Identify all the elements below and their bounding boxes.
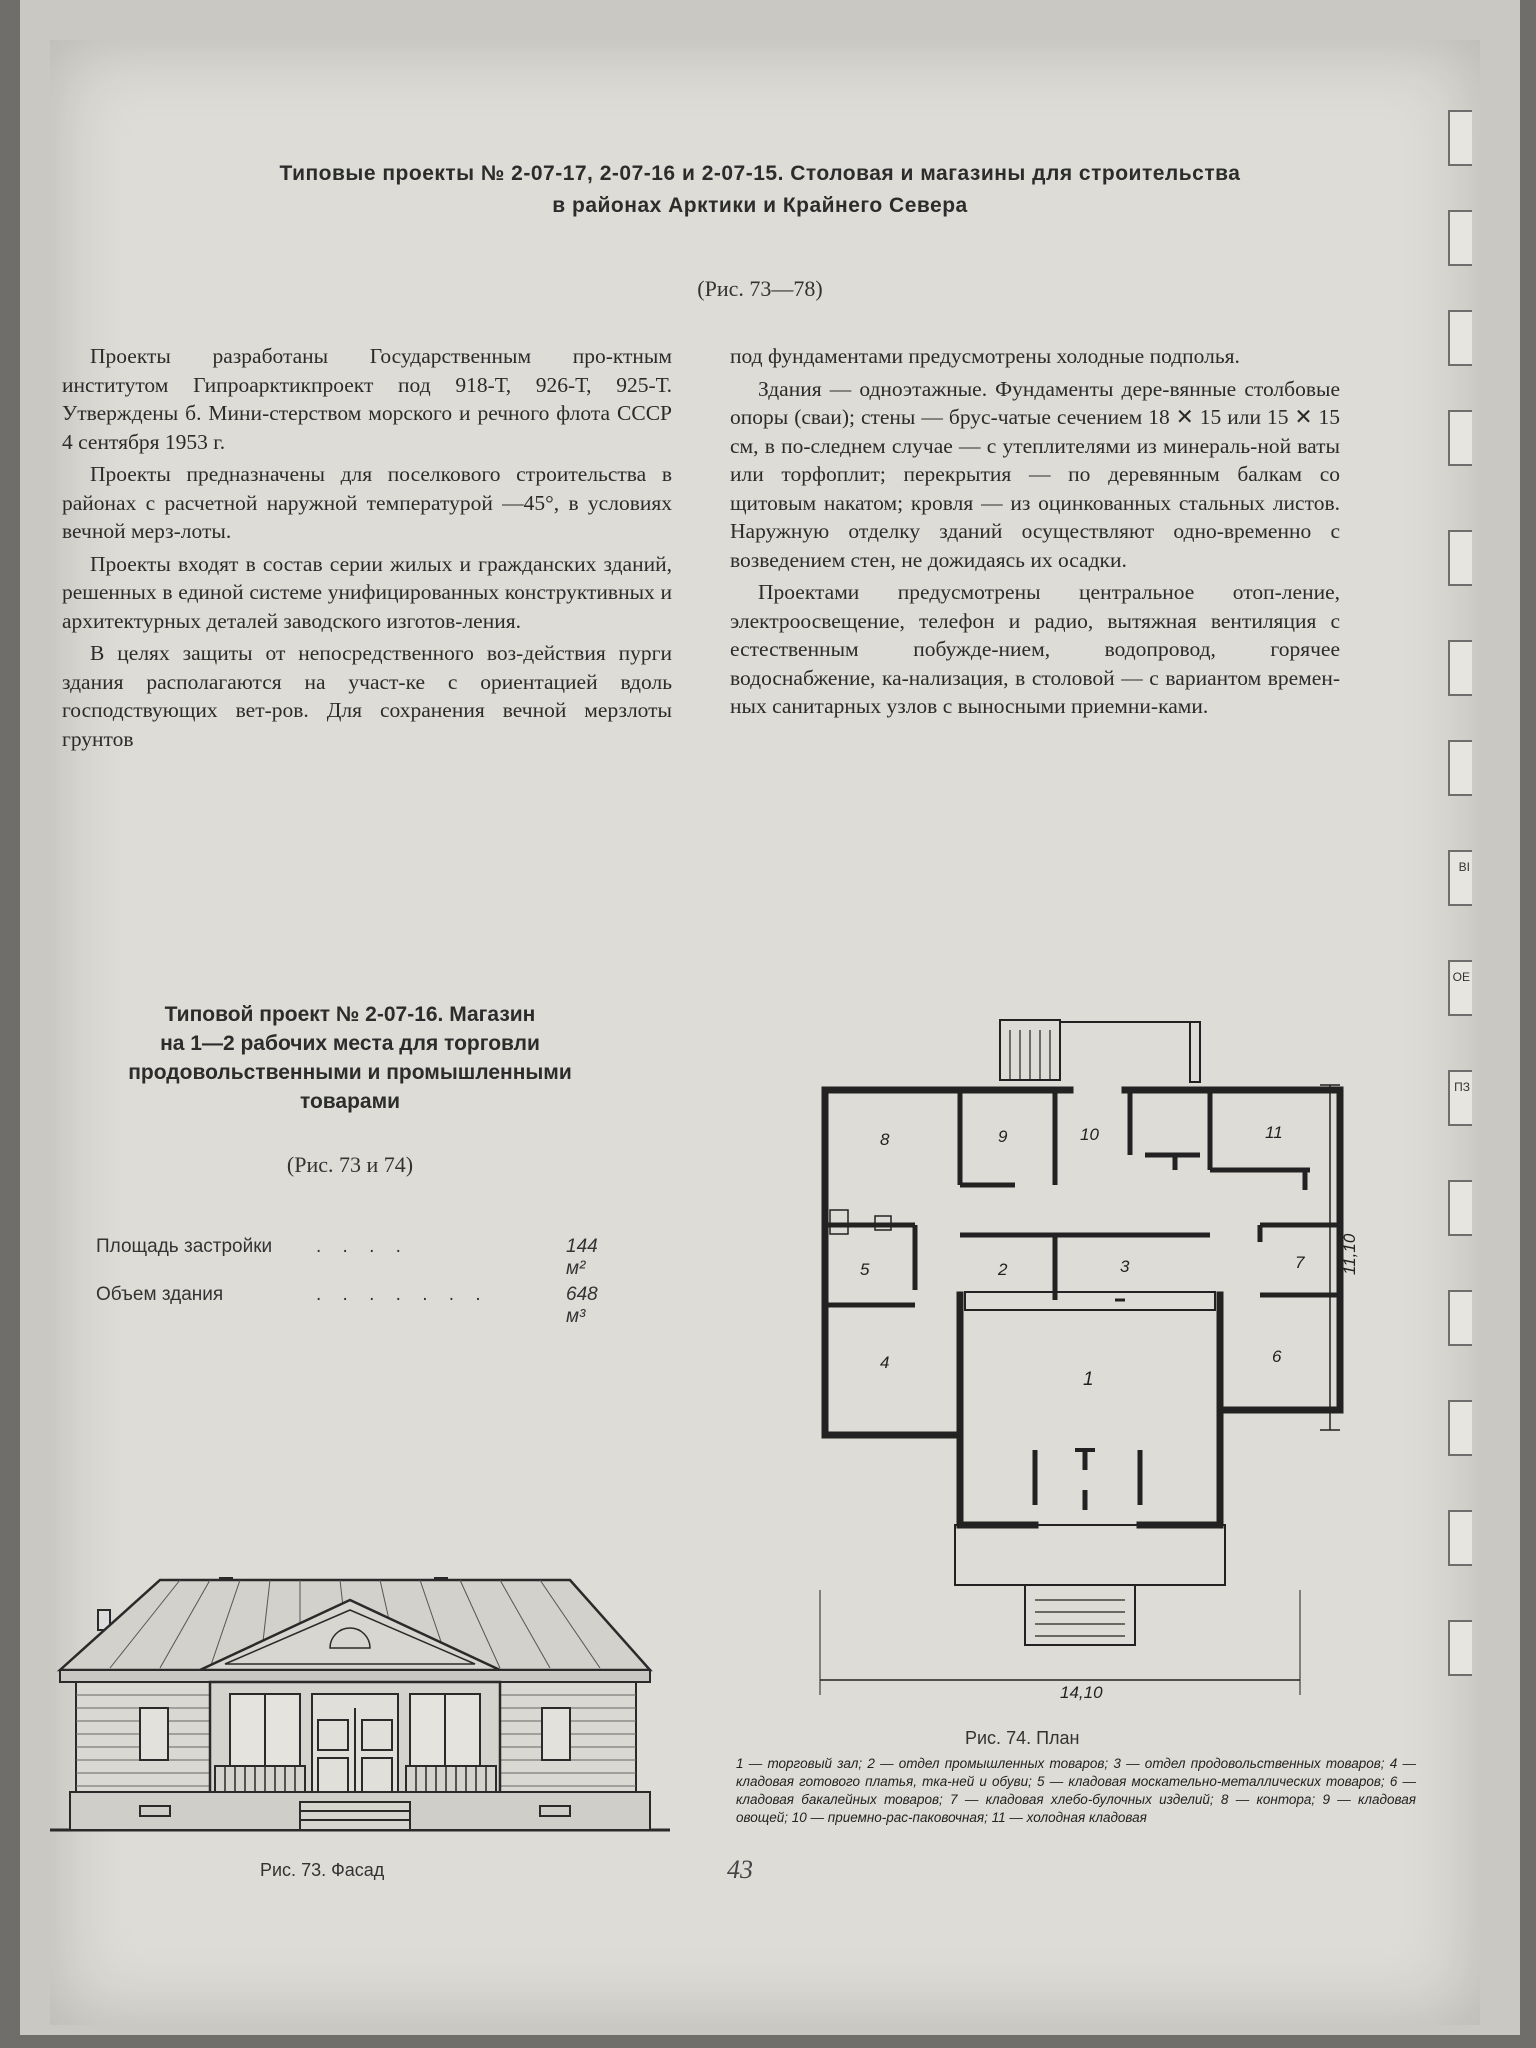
edge-tab [1448, 740, 1472, 796]
plan-caption: Рис. 74. План [965, 1728, 1080, 1748]
edge-tab [1448, 1510, 1472, 1566]
plan-room-6: 6 [1272, 1347, 1282, 1366]
left-paragraph-1: Проекты разработаны Государственным про-ктным институтом Гипроарктикпроект под 918-Т, 926-Т, 925-Т. Утверждены б. Мини-стерством морского и речного флота СССР 4 сентября 1953 г. [62, 344, 672, 454]
stat-label: Площадь застройки [96, 1236, 273, 1257]
plan-dim-width: 14,10 [1060, 1683, 1103, 1702]
plan-room-10: 10 [1080, 1125, 1099, 1144]
plan-room-3: 3 [1120, 1257, 1130, 1276]
project-figures-ref: (Рис. 73 и 74) [286, 1152, 414, 1177]
plan-room-7: 7 [1295, 1253, 1305, 1272]
project-title-line-4: товарами [299, 1090, 401, 1113]
facade-caption: Рис. 73. Фасад [260, 1860, 385, 1880]
stat-dots: . . . . [316, 1236, 409, 1257]
right-text-column [730, 342, 1340, 721]
plan-room-11: 11 [1265, 1123, 1283, 1142]
left-text-column [50, 342, 672, 753]
stat-value: 144 м² [566, 1236, 598, 1279]
edge-tab [1448, 960, 1472, 1016]
edge-tab [1448, 410, 1472, 466]
plan-room-2: 2 [998, 1260, 1008, 1279]
facade-drawing [50, 1530, 680, 1860]
edge-tab [1448, 1620, 1472, 1676]
left-paragraph-4: В целях защиты от непосредственного воз-действия пурги здания располагаются на участ-ке с ориентацией вдоль господствующих вет-ров. Для сохранения вечной мерзлоты грунтов [62, 641, 672, 751]
right-paragraph-1: под фундаментами предусмотрены холодные подполья. [730, 344, 1240, 368]
plan-room-5: 5 [860, 1260, 870, 1279]
page-number: 43 [727, 1855, 753, 1884]
edge-tab [1448, 310, 1472, 366]
right-paragraph-2: Здания — одноэтажные. Фундаменты дере-вянные столбовые опоры (сваи); стены — брус-чатые сечением 18 ✕ 15 или 15 ✕ 15 см, в по-следнем случае — с утеплителями из минераль-ной ваты или торфоплит; перекрытия — по деревянным балкам со щитовым накатом; кровля — из оцинкованных стальных листов. Наружную отделку зданий осуществляют одно-временно с возведением стен, не дожидаясь их осадки. [730, 376, 1340, 572]
page-title-line-1: Типовые проекты № 2-07-17, 2-07-16 и 2-07-15. Столовая и магазины для строительства [279, 162, 1241, 185]
stat-label: Объем здания [96, 1284, 224, 1305]
left-paragraph-3: Проекты входят в состав серии жилых и гражданских зданий, решенных в единой системе унифицированных конструктивных и архитектурных деталей заводского изготов-ления. [62, 551, 672, 633]
stat-dots: . . . . . . . [316, 1284, 489, 1305]
edge-tab [1448, 530, 1472, 586]
edge-tab-letter: ВІ [1458, 860, 1470, 874]
plan-room-4: 4 [880, 1353, 890, 1372]
project-title-line-2: на 1—2 рабочих места для торговли [160, 1032, 540, 1055]
project-title-line-3: продовольственными и промышленными [128, 1061, 572, 1084]
edge-tab-letter: ОЕ [1452, 970, 1470, 984]
edge-tab [1448, 110, 1472, 166]
edge-tab [1448, 1070, 1472, 1126]
edge-tab [1448, 210, 1472, 266]
plan-legend: 1 — торговый зал; 2 — отдел промышленных товаров; 3 — отдел продовольственных товаров; 4 — кладовая готового платья, тка-ней и обуви; 5 — кладовая москательно-металлических товаров; 6 — кладовая бакалейных товаров; 7 — кладовая хлебо-булочных изделий; 8 — контора; 9 — кладовая овощей; 10 — приемно-рас-паковочная; 11 — холодная кладовая [736, 1756, 1416, 1825]
edge-tab [1448, 640, 1472, 696]
plan-room-9: 9 [998, 1127, 1008, 1146]
plan-dim-height: 11,10 [1340, 1233, 1359, 1275]
edge-tab-letter: ПЗ [1454, 1080, 1470, 1094]
left-paragraph-2: Проекты предназначены для поселкового строительства в районах с расчетной наружной температурой —45°, в условиях вечной мерз-лоты. [62, 462, 672, 543]
project-title-line-1: Типовой проект № 2-07-16. Магазин [164, 1003, 536, 1026]
edge-tab [1448, 850, 1472, 906]
project-title [70, 1000, 630, 1116]
document-page [50, 40, 1480, 2025]
title-figures-ref: (Рис. 73—78) [697, 276, 823, 301]
page-title [110, 158, 1410, 222]
plan-room-1: 1 [1083, 1369, 1094, 1390]
edge-tabs [1442, 80, 1472, 1980]
right-paragraph-3: Проектами предусмотрены центральное отоп-ление, электроосвещение, телефон и радио, вытяжная вентиляция с естественным побужде-нием, водопровод, горячее водоснабжение, ка-нализация, в столовой — с вариантом времен-ных санитарных узлов с выносными приемни-ками. [730, 580, 1340, 718]
edge-tab [1448, 1400, 1472, 1456]
plan-room-8: 8 [880, 1130, 890, 1149]
edge-tab [1448, 1180, 1472, 1236]
edge-tab [1448, 1290, 1472, 1346]
page-title-line-2: в районах Арктики и Крайнего Севера [552, 194, 968, 217]
plan-drawing [730, 970, 1450, 1740]
stat-value: 648 м³ [566, 1284, 598, 1327]
